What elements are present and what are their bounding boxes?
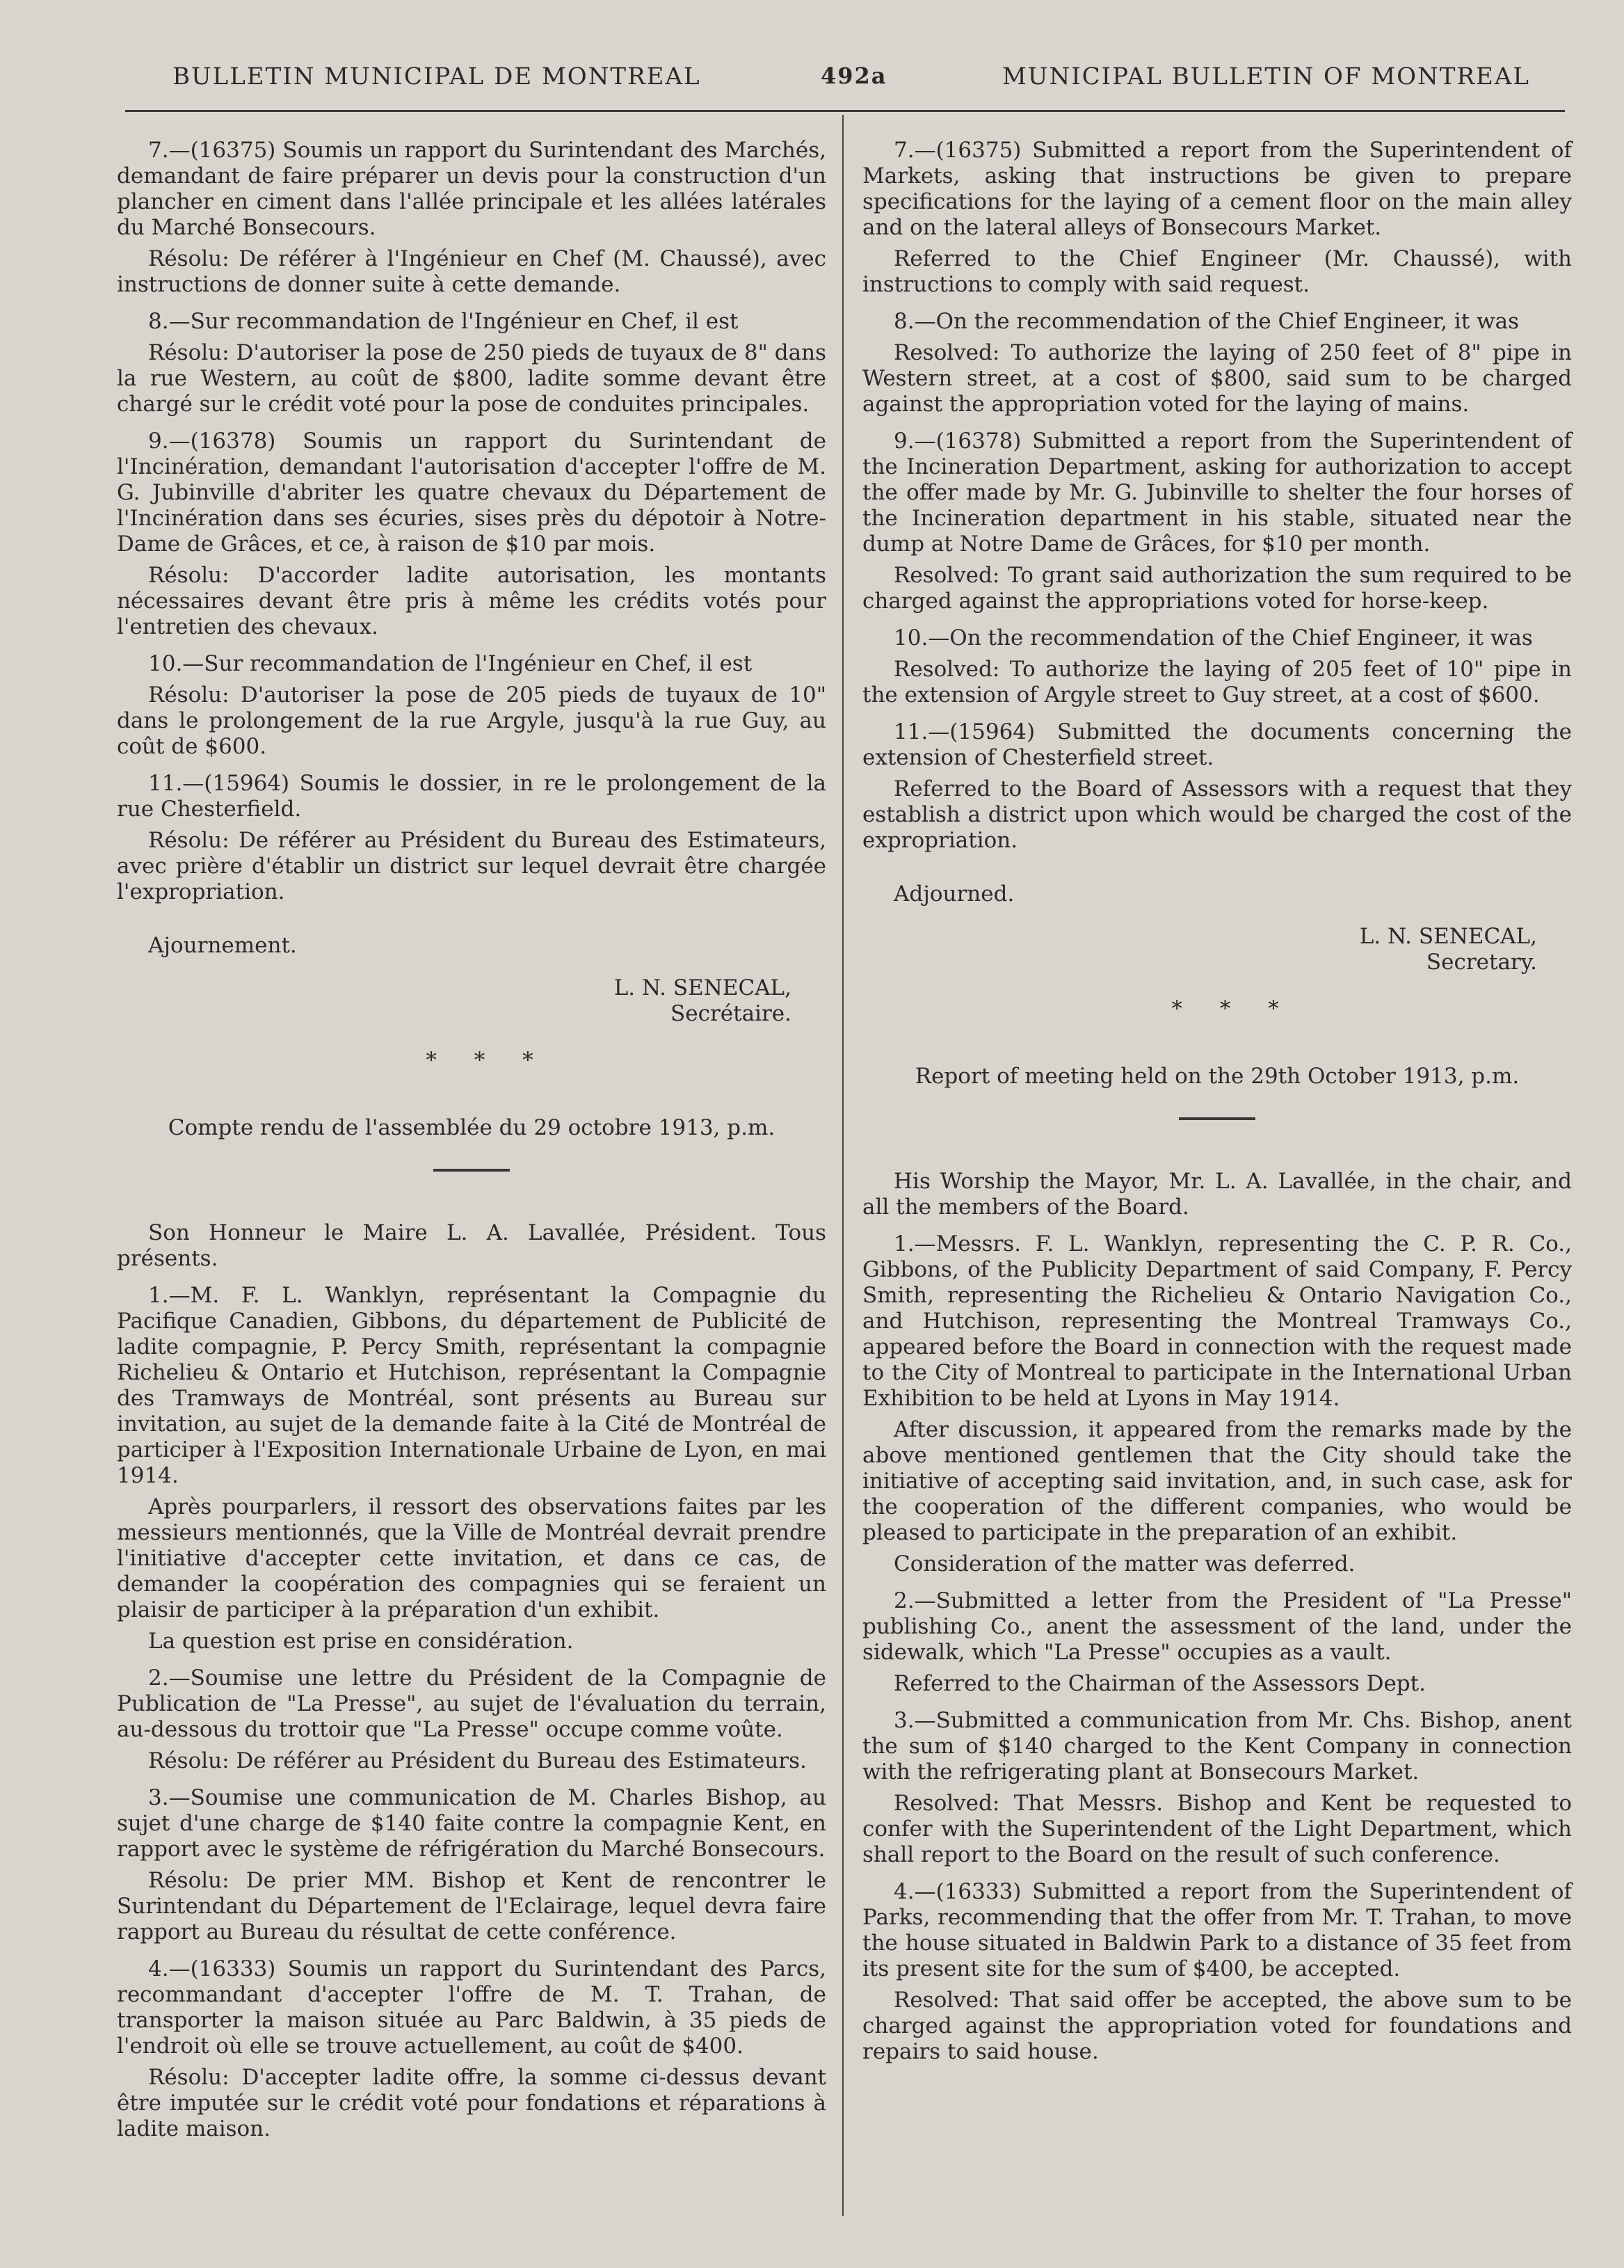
en-item-2: 2.—Submitted a letter from the President of "La Presse" publishing Co., anent the assessment of the land, under the sidewalk, which "La Presse" occupies as a vault. xyxy=(862,1588,1572,1665)
en-item-11: 11.—(15964) Submitted the documents concerning the extension of Chesterfield street. xyxy=(862,719,1572,770)
en-item-2-resolution: Referred to the Chairman of the Assessors Dept. xyxy=(894,1671,1426,1696)
en-item-1: 1.—Messrs. F. L. Wanklyn, representing the C. P. R. Co., Gibbons, of the Publicity Department of said Company, F. Percy Smith, representing the Richelieu & Ontario Navigation Co., and Hutchison, representing the Montreal Tramways Co., appeared before the Board in connection with the request made to the City of Montreal to participate in the International Urban Exhibition to be held at Lyons in May 1914. xyxy=(862,1231,1572,1411)
fr-meeting-heading: Compte rendu de l'assemblée du 29 octobre 1913, p.m. xyxy=(168,1115,775,1140)
fr-item-7-resolution: Résolu: De référer à l'Ingénieur en Chef (M. Chaussé), avec instructions de donner suite à cette demande. xyxy=(117,246,826,297)
en-item-10-resolution: Resolved: To authorize the laying of 205 feet of 10" pipe in the extension of Argyle street to Guy street, at a cost of $600. xyxy=(862,657,1572,708)
column-divider xyxy=(842,115,844,2216)
fr-heading-rule xyxy=(433,1169,510,1172)
header-title-english: MUNICIPAL BULLETIN OF MONTREAL xyxy=(1002,63,1530,90)
fr-item-9: 9.—(16378) Soumis un rapport du Surintendant de l'Incinération, demandant l'autorisation d'accepter l'offre de M. G. Jubinville d'abriter les quatre chevaux du Département de l'Incinération dans ses écuries, sises près du dépotoir à Notre-Dame de Grâces, et ce, à raison de $10 par mois. xyxy=(117,429,826,557)
fr-item-2: 2.—Soumise une lettre du Président de la Compagnie de Publication de "La Presse", au sujet de l'évaluation du terrain, au-dessous du trottoir que "La Presse" occupe comme voûte. xyxy=(117,1666,826,1742)
fr-item-4: 4.—(16333) Soumis un rapport du Surintendant des Parcs, recommandant d'accepter l'offre de M. T. Trahan, de transporter la maison située au Parc Baldwin, à 35 pieds de l'endroit où elle se trouve actuellement, au coût de $400. xyxy=(117,1956,826,2059)
fr-item-7: 7.—(16375) Soumis un rapport du Surintendant des Marchés, demandant de faire préparer un devis pour la construction d'un plancher en ciment dans l'allée principale et les allées latérales du Marché Bonsecours. xyxy=(117,138,826,240)
en-section-separator: * * * xyxy=(1171,996,1294,1021)
page-header xyxy=(125,56,1565,97)
fr-attendance: Son Honneur le Maire L. A. Lavallée, Président. Tous présents. xyxy=(117,1220,826,1271)
fr-signature-title: Secrétaire. xyxy=(670,1001,791,1026)
fr-item-1-discussion: Après pourparlers, il ressort des observations faites par les messieurs mentionnés, que la Ville de Montréal devrait prendre l'initiative d'accepter cette invitation, et dans ce cas, de demander la coopération des compagnies qui se feraient un plaisir de participer à la préparation d'un exhibit. xyxy=(117,1494,826,1622)
en-heading-rule xyxy=(1179,1117,1255,1120)
english-column xyxy=(862,138,1572,2076)
en-item-8: 8.—On the recommendation of the Chief Engineer, it was xyxy=(894,309,1520,334)
en-item-3: 3.—Submitted a communication from Mr. Chs. Bishop, anent the sum of $140 charged to the Kent Company in connection with the refrigerating plant at Bonsecours Market. xyxy=(862,1708,1572,1784)
header-rule xyxy=(125,110,1565,112)
fr-signature: L. N. SENECAL, xyxy=(613,975,791,1000)
fr-item-1-outcome: La question est prise en considération. xyxy=(148,1629,574,1654)
en-item-3-resolution: Resolved: That Messrs. Bishop and Kent be requested to confer with the Superintendent of the Light Department, which shall report to the Board on the result of such conference. xyxy=(862,1791,1572,1867)
en-item-7: 7.—(16375) Submitted a report from the Superintendent of Markets, asking that instructions be given to prepare specifications for the laying of a cement floor on the main alley and on the lateral alleys of Bonsecours Market. xyxy=(862,138,1572,240)
en-item-11-resolution: Referred to the Board of Assessors with a request that they establish a district upon which would be charged the cost of the expropriation. xyxy=(862,776,1572,853)
fr-adjournment: Ajournement. xyxy=(148,933,297,958)
fr-section-separator: * * * xyxy=(426,1048,549,1073)
en-meeting-heading: Report of meeting held on the 29th October 1913, p.m. xyxy=(915,1064,1520,1089)
en-item-9: 9.—(16378) Submitted a report from the Superintendent of the Incineration Department, asking for authorization to accept the offer made by Mr. G. Jubinville to shelter the four horses of the Incineration department in his stable, situated near the dump at Notre Dame de Grâces, for $10 per month. xyxy=(862,429,1572,557)
fr-item-10-resolution: Résolu: D'autoriser la pose de 205 pieds de tuyaux de 10" dans le prolongement de la rue Argyle, jusqu'à la rue Guy, au coût de $600. xyxy=(117,682,826,759)
french-column xyxy=(117,138,826,2153)
en-adjournment: Adjourned. xyxy=(894,881,1015,907)
page-number: 492a xyxy=(821,63,887,89)
fr-item-3-resolution: Résolu: De prier MM. Bishop et Kent de rencontrer le Surintendant du Département de l'Eclairage, lequel devra faire rapport au Bureau du résultat de cette conférence. xyxy=(117,1868,826,1944)
fr-item-9-resolution: Résolu: D'accorder ladite autorisation, les montants nécessaires devant être pris à même les crédits votés pour l'entretien des chevaux. xyxy=(117,563,826,639)
en-item-4-resolution: Resolved: That said offer be accepted, the above sum to be charged against the appropriation voted for foundations and repairs to said house. xyxy=(862,1988,1572,2064)
fr-item-2-resolution: Résolu: De référer au Président du Bureau des Estimateurs. xyxy=(148,1748,807,1773)
en-item-9-resolution: Resolved: To grant said authorization the sum required to be charged against the appropriations voted for horse-keep. xyxy=(862,563,1572,614)
fr-item-4-resolution: Résolu: D'accepter ladite offre, la somme ci-dessus devant être imputée sur le crédit voté pour fondations et réparations à ladite maison. xyxy=(117,2065,826,2141)
header-title-french: BULLETIN MUNICIPAL DE MONTREAL xyxy=(172,63,701,90)
fr-item-10: 10.—Sur recommandation de l'Ingénieur en Chef, il est xyxy=(148,651,753,676)
en-attendance: His Worship the Mayor, Mr. L. A. Lavallée, in the chair, and all the members of the Board. xyxy=(862,1169,1572,1220)
en-item-10: 10.—On the recommendation of the Chief Engineer, it was xyxy=(894,625,1533,650)
en-signature: L. N. SENECAL, xyxy=(1359,924,1537,949)
fr-item-11-resolution: Résolu: De référer au Président du Bureau des Estimateurs, avec prière d'établir un district sur lequel devrait être chargée l'expropriation. xyxy=(117,828,826,904)
en-item-4: 4.—(16333) Submitted a report from the Superintendent of Parks, recommending that the offer from Mr. T. Trahan, to move the house situated in Baldwin Park to a distance of 35 feet from its present site for the sum of $400, be accepted. xyxy=(862,1879,1572,1981)
en-item-1-outcome: Consideration of the matter was deferred. xyxy=(894,1551,1356,1576)
en-item-7-resolution: Referred to the Chief Engineer (Mr. Chaussé), with instructions to comply with said request. xyxy=(862,246,1572,297)
fr-item-11: 11.—(15964) Soumis le dossier, in re le prolongement de la rue Chesterfield. xyxy=(117,771,826,822)
fr-item-1: 1.—M. F. L. Wanklyn, représentant la Compagnie du Pacifique Canadien, Gibbons, du département de Publicité de ladite compagnie, P. Percy Smith, représentant la compagnie Richelieu & Ontario et Hutchison, représentant la Compagnie des Tramways de Montréal, sont présents au Bureau sur invitation, au sujet de la demande faite à la Cité de Montréal de participer à l'Exposition Internationale Urbaine de Lyon, en mai 1914. xyxy=(117,1283,826,1488)
en-item-1-discussion: After discussion, it appeared from the remarks made by the above mentioned gentlemen that the City should take the initiative of accepting said invitation, and, in such case, ask for the cooperation of the different companies, who would be pleased to participate in the preparation of an exhibit. xyxy=(862,1417,1572,1545)
fr-item-8: 8.—Sur recommandation de l'Ingénieur en Chef, il est xyxy=(148,309,739,334)
fr-item-3: 3.—Soumise une communication de M. Charles Bishop, au sujet d'une charge de $140 faite contre la compagnie Kent, en rapport avec le système de réfrigération du Marché Bonsecours. xyxy=(117,1785,826,1862)
en-item-8-resolution: Resolved: To authorize the laying of 250 feet of 8" pipe in Western street, at a cost of $800, said sum to be charged against the appropriation voted for the laying of mains. xyxy=(862,340,1572,417)
fr-item-8-resolution: Résolu: D'autoriser la pose de 250 pieds de tuyaux de 8" dans la rue Western, au coût de $800, ladite somme devant être chargé sur le crédit voté pour la pose de conduites principales. xyxy=(117,340,826,417)
en-signature-title: Secretary. xyxy=(1426,950,1537,975)
